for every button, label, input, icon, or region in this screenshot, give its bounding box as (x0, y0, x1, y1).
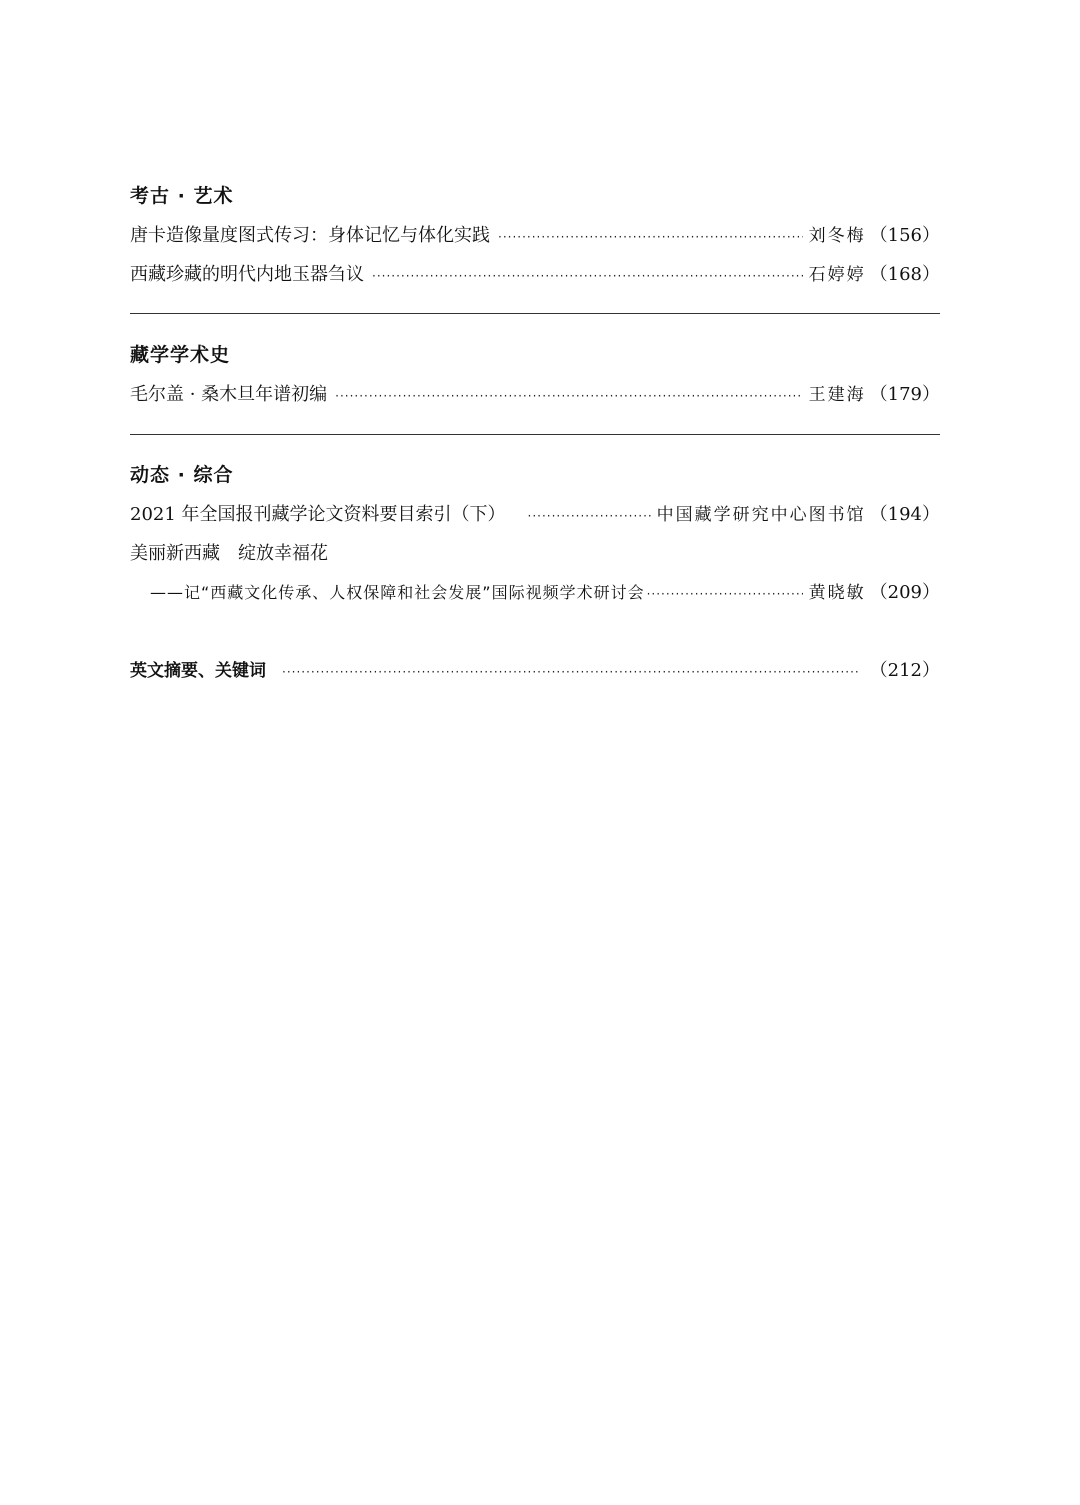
toc-entry-subtitle[interactable] (150, 580, 940, 606)
entry-page: （168） (869, 264, 940, 285)
entry-author: 王建海 (808, 385, 866, 405)
entry-title: 2021 年全国报刊藏学论文资料要目索引（下） (130, 504, 506, 525)
entry-author: 刘冬梅 (808, 226, 866, 246)
entry-title: 美丽新西藏 绽放幸福花 (130, 543, 328, 564)
dot-leader (647, 581, 803, 607)
dot-leader (528, 503, 651, 529)
section-divider (130, 434, 940, 435)
section-divider (130, 313, 940, 314)
entry-page: （209） (869, 582, 940, 603)
section-heading-tibetology-history: 藏学学术史 (130, 344, 231, 366)
toc-entry[interactable] (130, 262, 940, 288)
section-heading-archaeology-art: 考古 · 艺术 (130, 185, 234, 207)
entry-page: （212） (869, 660, 940, 681)
dot-leader (282, 659, 860, 685)
toc-entry[interactable] (130, 382, 940, 408)
dot-leader (498, 224, 803, 250)
toc-entry-appendix[interactable] (130, 658, 940, 684)
entry-author: 黄晓敏 (808, 583, 866, 603)
toc-entry[interactable] (130, 502, 940, 528)
entry-title: 唐卡造像量度图式传习：身体记忆与体化实践 (130, 225, 490, 246)
dot-leader (372, 263, 803, 289)
entry-title: 毛尔盖 · 桑木旦年谱初编 (130, 384, 328, 405)
entry-page: （194） (869, 504, 940, 525)
entry-subtitle: ——记“西藏文化传承、人权保障和社会发展”国际视频学术研讨会 (150, 583, 645, 602)
dot-leader (335, 383, 802, 409)
toc-entry-title-only[interactable] (130, 541, 940, 567)
entry-author: 中国藏学研究中心图书馆 (656, 505, 866, 525)
toc-entry[interactable] (130, 223, 940, 249)
entry-author: 石婷婷 (808, 265, 866, 285)
entry-title: 英文摘要、关键词 (130, 661, 266, 681)
entry-title: 西藏珍藏的明代内地玉器刍议 (130, 264, 364, 285)
entry-page: （156） (869, 225, 940, 246)
entry-page: （179） (869, 384, 940, 405)
section-heading-news-general: 动态 · 综合 (130, 464, 234, 486)
